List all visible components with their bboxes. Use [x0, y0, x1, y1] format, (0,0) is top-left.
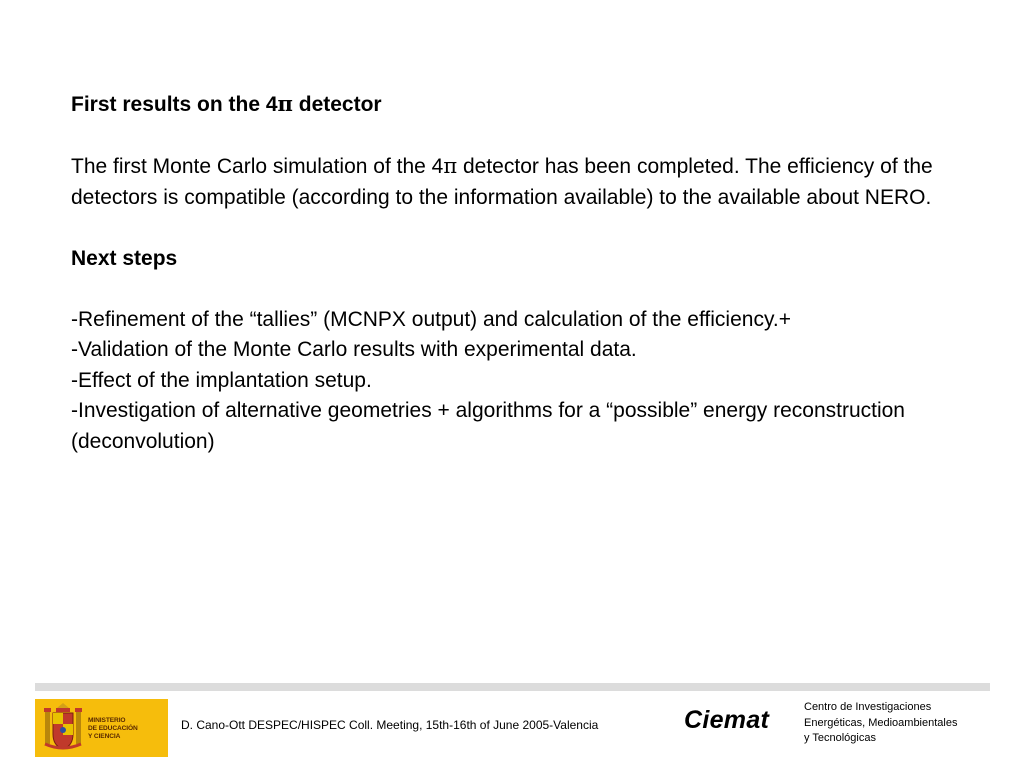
org-line-1: Centro de Investigaciones	[804, 701, 932, 713]
heading-next-steps: Next steps	[71, 246, 178, 270]
heading-text: First results on the 4	[71, 93, 278, 116]
footer-divider	[35, 683, 990, 691]
org-line-3: y Tecnológicas	[804, 732, 876, 744]
pi-symbol: π	[443, 154, 458, 178]
list-item-implantation: -Effect of the implantation setup.	[71, 368, 372, 392]
paragraph-simulation	[71, 151, 971, 213]
ministry-name	[88, 717, 168, 741]
list-item-validation: -Validation of the Monte Carlo results with experimental data.	[71, 338, 637, 361]
org-line-2: Energéticas, Medioambientales	[804, 716, 958, 729]
ministry-line-2: DE EDUCACIÓN	[88, 725, 138, 732]
heading-first-results	[71, 89, 971, 121]
ministry-logo	[35, 699, 168, 757]
pi-symbol: π	[277, 91, 293, 116]
list-item-investigation: -Investigation of alternative geometries + algorithms for a “possible” energy reconstruction (deconvolution)	[71, 399, 905, 453]
coat-of-arms-icon	[41, 702, 85, 754]
ministry-line-1: MINISTERIO	[88, 717, 126, 724]
paragraph-text-end: detector has been completed. The efficiency of the detectors is compatible (according to the information available) to the available about NERO.	[71, 155, 933, 209]
ciemat-logo: Ciemat	[684, 706, 770, 734]
organization-name	[804, 700, 957, 747]
footer-citation: D. Cano-Ott DESPEC/HISPEC Coll. Meeting, 15th-16th of June 2005-Valencia	[181, 718, 599, 732]
ministry-line-3: Y CIENCIA	[88, 733, 121, 740]
list-item-refinement: -Refinement of the “tallies” (MCNPX output) and calculation of the efficiency.+	[71, 307, 791, 331]
heading-text-end: detector	[292, 93, 382, 116]
paragraph-text: The first Monte Carlo simulation of the 4	[71, 155, 444, 178]
slide-content	[71, 89, 971, 457]
